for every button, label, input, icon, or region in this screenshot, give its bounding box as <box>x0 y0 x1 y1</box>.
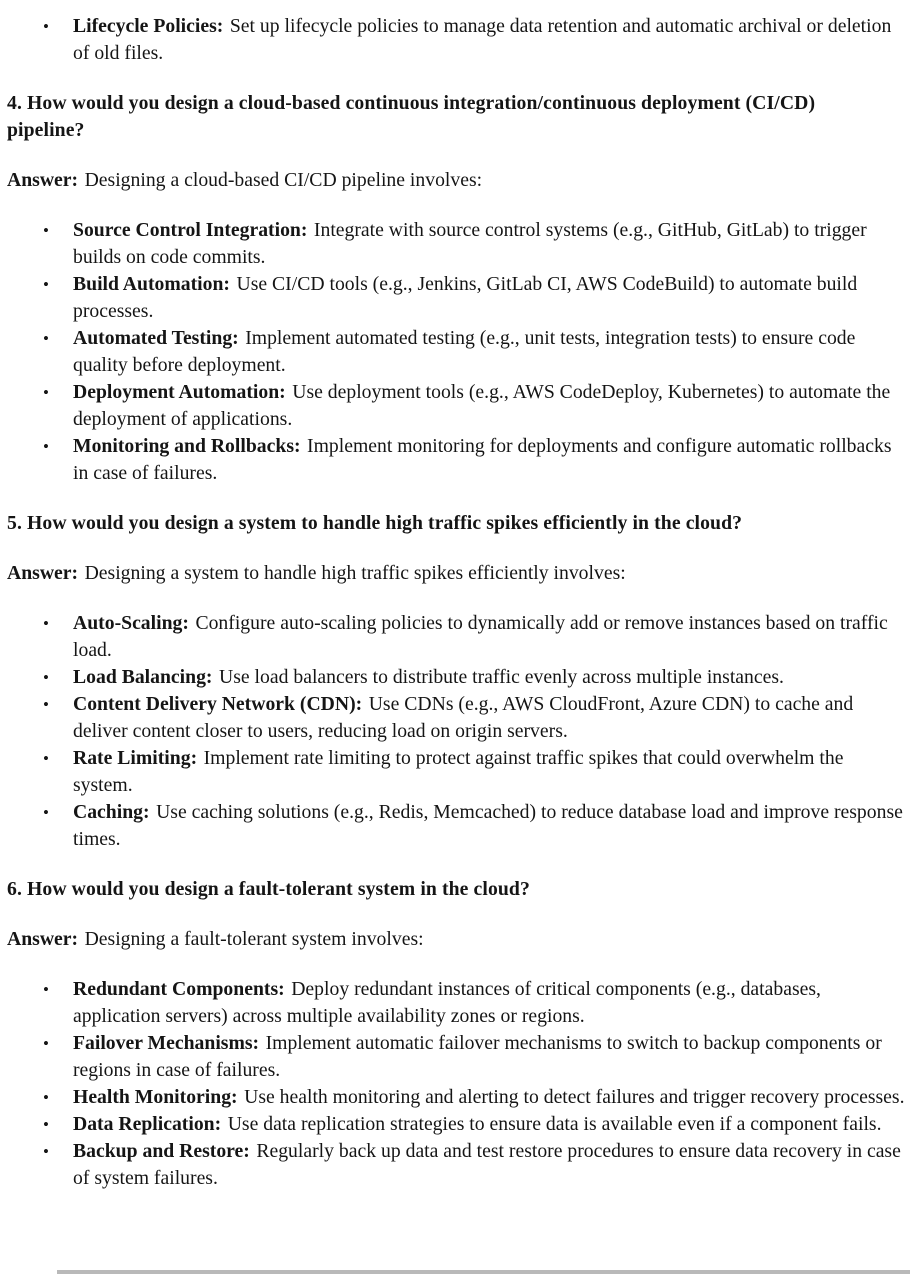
bullet-label: Data Replication: <box>73 1113 222 1135</box>
bullet-label: Deployment Automation: <box>73 381 286 403</box>
bullet-text: Use health monitoring and alerting to detect failures and trigger recovery processes. <box>244 1086 905 1108</box>
intro-bullet-list <box>7 13 905 67</box>
list-item <box>43 976 905 1030</box>
question-heading-6: 6. How would you design a fault-tolerant system in the cloud? <box>7 878 530 900</box>
bullet-text: Deploy redundant instances of critical components (e.g., databases, application servers) across multiple availability zones or regions. <box>73 978 821 1027</box>
bullet-icon: • <box>43 614 49 633</box>
question-heading-4: 4. How would you design a cloud-based continuous integration/continuous deployment (CI/CD) pipeline? <box>7 92 816 141</box>
list-item <box>43 1030 905 1084</box>
list-item <box>43 325 905 379</box>
answer-paragraph-6 <box>7 926 887 953</box>
bullet-icon: • <box>43 329 49 348</box>
bullet-text: Set up lifecycle policies to manage data retention and automatic archival or deletion of old files. <box>73 15 892 64</box>
bullet-icon: • <box>43 695 49 714</box>
list-item <box>43 664 905 691</box>
bullet-label: Lifecycle Policies: <box>73 15 224 37</box>
answer-text: Designing a fault-tolerant system involves: <box>84 928 424 950</box>
bullet-label: Backup and Restore: <box>73 1140 250 1162</box>
bullet-text: Use data replication strategies to ensure data is available even if a component fails. <box>227 1113 882 1135</box>
bullet-label: Monitoring and Rollbacks: <box>73 435 301 457</box>
answer-text: Designing a system to handle high traffic spikes efficiently involves: <box>84 562 626 584</box>
bullet-label: Failover Mechanisms: <box>73 1032 260 1054</box>
cutoff-line-artifact <box>57 1270 910 1274</box>
list-item <box>43 691 905 745</box>
bullet-text: Use deployment tools (e.g., AWS CodeDeploy, Kubernetes) to automate the deployment of applications. <box>73 381 891 430</box>
bullet-icon: • <box>43 275 49 294</box>
answer-label: Answer: <box>7 169 79 191</box>
answer-bullet-list-4 <box>7 217 905 487</box>
bullet-text: Use CDNs (e.g., AWS CloudFront, Azure CDN) to cache and deliver content closer to users, reducing load on origin servers. <box>73 693 854 742</box>
bullet-icon: • <box>43 980 49 999</box>
bullet-icon: • <box>43 1088 49 1107</box>
bullet-text: Regularly back up data and test restore procedures to ensure data recovery in case of system failures. <box>73 1140 901 1189</box>
list-item <box>43 1084 905 1111</box>
question-heading-5: 5. How would you design a system to handle high traffic spikes efficiently in the cloud? <box>7 512 743 534</box>
list-item <box>43 799 905 853</box>
bullet-icon: • <box>43 1142 49 1161</box>
answer-label: Answer: <box>7 562 79 584</box>
list-item <box>43 1111 905 1138</box>
bullet-text: Configure auto-scaling policies to dynamically add or remove instances based on traffic load. <box>73 612 888 661</box>
bullet-label: Content Delivery Network (CDN): <box>73 693 363 715</box>
bullet-text: Implement automatic failover mechanisms to switch to backup components or regions in case of failures. <box>73 1032 882 1081</box>
bullet-label: Rate Limiting: <box>73 747 198 769</box>
bullet-label: Source Control Integration: <box>73 219 308 241</box>
bullet-text: Use CI/CD tools (e.g., Jenkins, GitLab CI, AWS CodeBuild) to automate build processes. <box>73 273 858 322</box>
list-item <box>43 1138 905 1192</box>
answer-label: Answer: <box>7 928 79 950</box>
bullet-icon: • <box>43 17 49 36</box>
bullet-text: Integrate with source control systems (e.g., GitHub, GitLab) to trigger builds on code commits. <box>73 219 867 268</box>
list-item <box>43 610 905 664</box>
answer-paragraph-4 <box>7 167 887 194</box>
answer-bullet-list-6 <box>7 976 905 1192</box>
bullet-text: Use caching solutions (e.g., Redis, Memcached) to reduce database load and improve response times. <box>73 801 903 850</box>
bullet-label: Load Balancing: <box>73 666 213 688</box>
bullet-icon: • <box>43 803 49 822</box>
answer-bullet-list-5 <box>7 610 905 853</box>
bullet-icon: • <box>43 221 49 240</box>
list-item <box>43 217 905 271</box>
list-item <box>43 271 905 325</box>
bullet-label: Health Monitoring: <box>73 1086 238 1108</box>
bullet-text: Implement automated testing (e.g., unit tests, integration tests) to ensure code quality before deployment. <box>73 327 856 376</box>
bullet-icon: • <box>43 383 49 402</box>
bullet-icon: • <box>43 1115 49 1134</box>
list-item <box>43 745 905 799</box>
bullet-icon: • <box>43 437 49 456</box>
bullet-icon: • <box>43 749 49 768</box>
bullet-text: Implement monitoring for deployments and configure automatic rollbacks in case of failures. <box>73 435 892 484</box>
bullet-label: Automated Testing: <box>73 327 239 349</box>
answer-text: Designing a cloud-based CI/CD pipeline involves: <box>84 169 483 191</box>
bullet-icon: • <box>43 1034 49 1053</box>
bullet-text: Implement rate limiting to protect against traffic spikes that could overwhelm the system. <box>73 747 844 796</box>
list-item <box>43 13 905 67</box>
list-item <box>43 433 905 487</box>
list-item <box>43 379 905 433</box>
bullet-label: Auto-Scaling: <box>73 612 189 634</box>
bullet-icon: • <box>43 668 49 687</box>
bullet-text: Use load balancers to distribute traffic evenly across multiple instances. <box>219 666 784 688</box>
answer-paragraph-5 <box>7 560 887 587</box>
bullet-label: Redundant Components: <box>73 978 285 1000</box>
bullet-label: Caching: <box>73 801 150 823</box>
bullet-label: Build Automation: <box>73 273 230 295</box>
